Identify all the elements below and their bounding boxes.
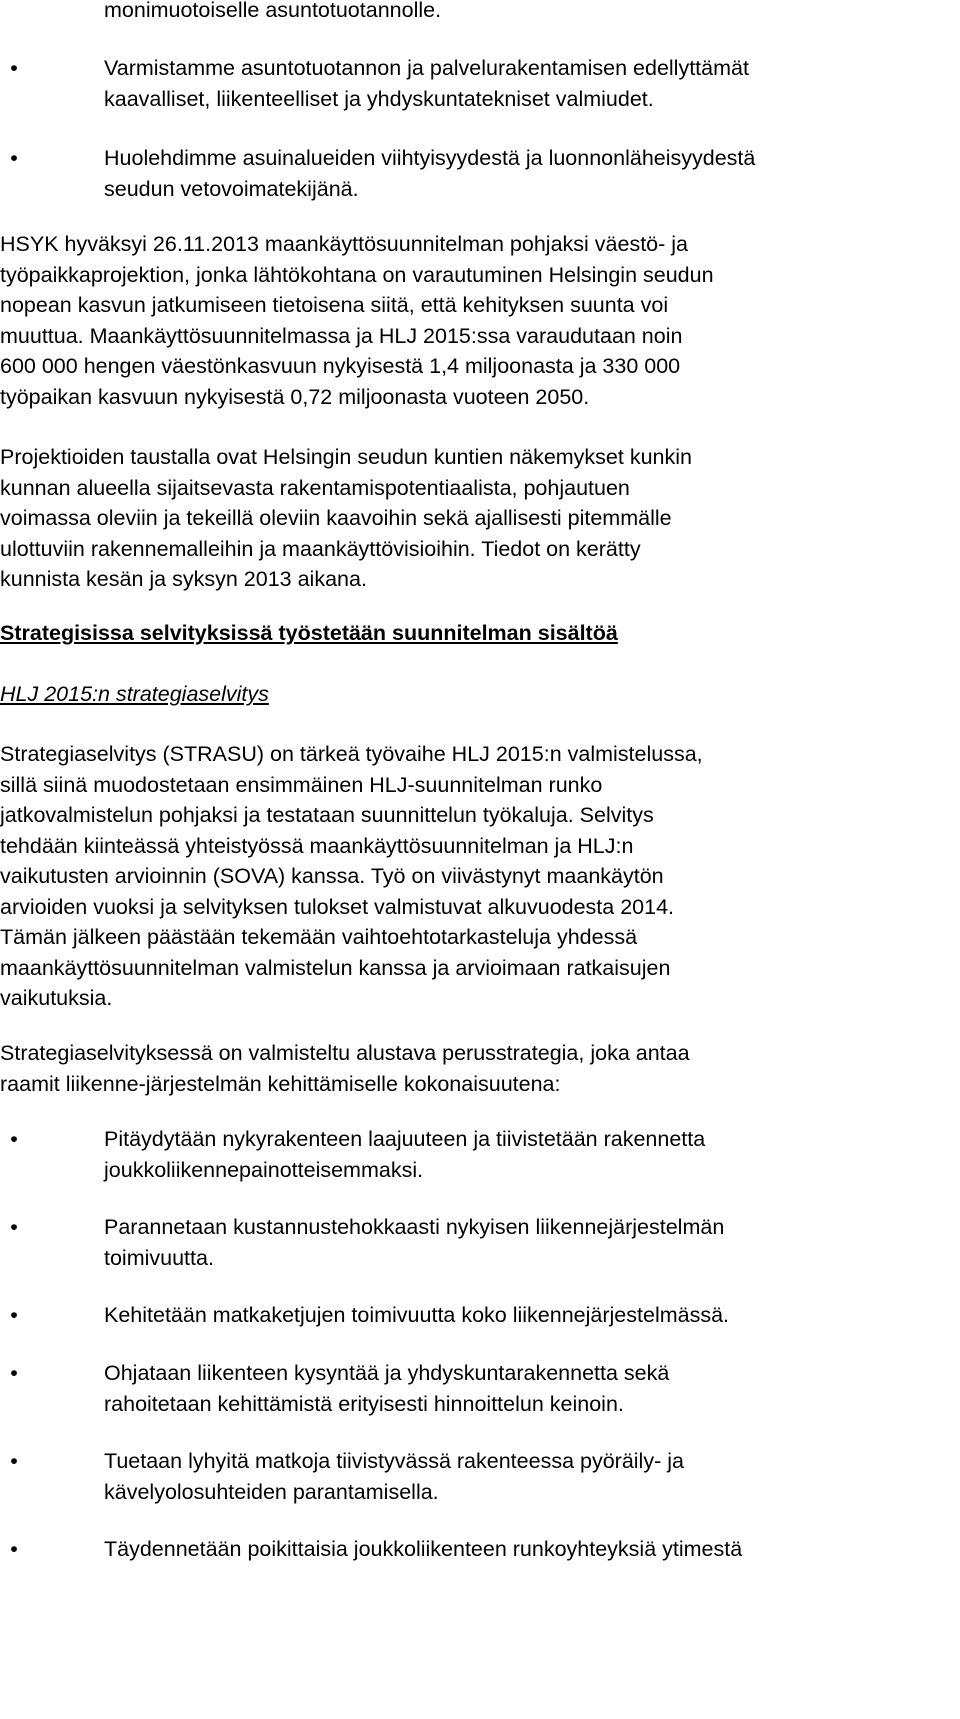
list-item-text: Pitäydytään nykyrakenteen laajuuteen ja tiivistetään rakennetta joukkoliikennepainotteisemmaksi. [104, 1127, 706, 1182]
list-item [0, 1358, 950, 1419]
paragraph-projections: Projektioiden taustalla ovat Helsingin seudun kuntien näkemykset kunkin kunnan alueella sijaitsevasta rakentamispotentiaalista, pohjautuen voimassa oleviin ja tekeillä oleviin kaavoihin sekä ajallisesti pitemmälle ulottuviin rakennemalleihin ja maankäyttövisioihin. Tiedot on kerätty kunnista kesän ja syksyn 2013 aikana. [0, 445, 692, 591]
list-item [0, 1212, 950, 1273]
paragraph-strategy-intro: Strategiaselvityksessä on valmisteltu alustava perusstrategia, joka antaa raamit liikenne-järjestelmän kehittämiselle kokonaisuutena: [0, 1041, 690, 1096]
bullet-icon: • [10, 56, 18, 80]
bullet-icon: • [10, 1361, 18, 1385]
bullet-icon: • [10, 1215, 18, 1239]
list-item [0, 1300, 950, 1331]
list-item-text: monimuotoiselle asuntotuotannolle. [104, 0, 442, 22]
bullet-icon: • [10, 146, 18, 170]
list-item-continuation [0, 0, 950, 26]
list-item-text: Tuetaan lyhyitä matkoja tiivistyvässä rakenteessa pyöräily- ja kävelyolosuhteiden parantamisella. [104, 1449, 684, 1504]
bullet-icon: • [10, 1127, 18, 1151]
list-item [0, 1124, 950, 1185]
list-item-text: Kehitetään matkaketjujen toimivuutta koko liikennejärjestelmässä. [104, 1303, 730, 1327]
list-item-text: Täydennetään poikittaisia joukkoliikenteen runkoyhteyksiä ytimestä [104, 1537, 743, 1561]
list-item [0, 53, 950, 114]
bullet-icon: • [10, 1303, 18, 1327]
list-item [0, 1446, 950, 1507]
list-item-text: Parannetaan kustannustehokkaasti nykyisen liikennejärjestelmän toimivuutta. [104, 1215, 725, 1270]
bullet-icon: • [10, 1449, 18, 1473]
bullet-icon: • [10, 1537, 18, 1561]
list-item [0, 1534, 950, 1565]
list-item [0, 143, 950, 204]
section-heading: Strategisissa selvityksissä työstetään suunnitelman sisältöä [0, 621, 618, 645]
subheading: HLJ 2015:n strategiaselvitys [0, 682, 269, 706]
list-item-text: Varmistamme asuntotuotannon ja palvelurakentamisen edellyttämät kaavalliset, liikenteelliset ja yhdyskuntatekniset valmiudet. [104, 56, 749, 111]
paragraph-hsyk: HSYK hyväksyi 26.11.2013 maankäyttösuunnitelman pohjaksi väestö- ja työpaikkaprojektion, jonka lähtökohtana on varautuminen Helsingin seudun nopean kasvun jatkumiseen tietoisena siitä, että kehityksen suunta voi muuttua. Maankäyttösuunnitelmassa ja HLJ 2015:ssa varaudutaan noin 600 000 hengen väestönkasvuun nykyisestä 1,4 miljoonasta ja 330 000 työpaikan kasvuun nykyisestä 0,72 miljoonasta vuoteen 2050. [0, 232, 714, 409]
list-item-text: Ohjataan liikenteen kysyntää ja yhdyskuntarakennetta sekä rahoitetaan kehittämistä erityisesti hinnoittelun keinoin. [104, 1361, 670, 1416]
paragraph-strasu: Strategiaselvitys (STRASU) on tärkeä työvaihe HLJ 2015:n valmistelussa, sillä siinä muodostetaan ensimmäinen HLJ-suunnitelman runko jatkovalmistelun pohjaksi ja testataan suunnittelun työkaluja. Selvitys tehdään kiinteässä yhteistyössä maankäyttösuunnitelman ja HLJ:n vaikutusten arvioinnin (SOVA) kanssa. Työ on viivästynyt maankäytön arvioiden vuoksi ja selvityksen tulokset valmistuvat alkuvuodesta 2014. Tämän jälkeen päästään tekemään vaihtoehtotarkasteluja yhdessä maankäyttösuunnitelman valmistelun kanssa ja arvioimaan ratkaisujen vaikutuksia. [0, 742, 703, 1010]
list-item-text: Huolehdimme asuinalueiden viihtyisyydestä ja luonnonläheisyydestä seudun vetovoimatekijänä. [104, 146, 756, 201]
